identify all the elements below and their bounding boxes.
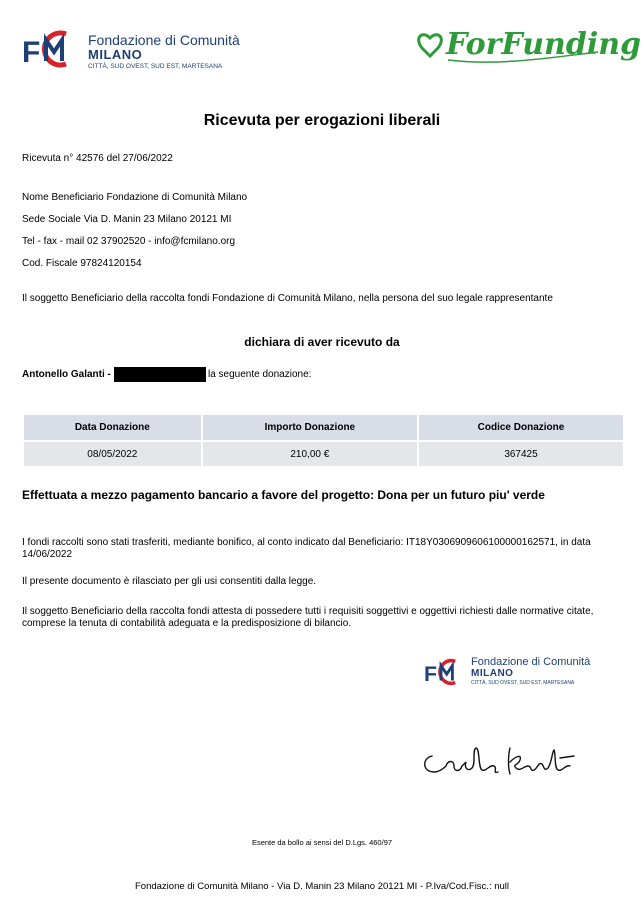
donation-table	[24, 415, 623, 466]
donor-line	[22, 369, 111, 380]
stamp-logo	[424, 654, 624, 694]
cell-data-donazione: 08/05/2022	[24, 441, 202, 466]
donor-name: Antonello Galanti -	[22, 369, 111, 380]
beneficiary-contacts: Tel - fax - mail 02 37902520 - info@fcmilano.org	[22, 236, 236, 247]
stamp-logo-line3: CITTÀ, SUD OVEST, SUD EST, MARTESANA	[471, 680, 575, 686]
declares-heading: dichiara di aver ricevuto da	[244, 335, 400, 349]
fcm-logo-line2: MILANO	[88, 47, 143, 62]
header-importo-donazione: Importo Donazione	[202, 415, 418, 441]
stamp-logo-mark	[424, 654, 468, 690]
fcm-logo	[22, 26, 262, 76]
beneficiary-address: Sede Sociale Via D. Manin 23 Milano 20121 MI	[22, 214, 232, 225]
header-data-donazione: Data Donazione	[24, 415, 202, 441]
svg-text:F: F	[424, 662, 437, 687]
svg-text:F: F	[22, 36, 41, 69]
receipt-number: Ricevuta n° 42576 del 27/06/2022	[22, 153, 173, 164]
fcm-logo-line1: Fondazione di Comunità	[88, 32, 240, 48]
cell-importo-donazione: 210,00 €	[202, 441, 418, 466]
forfunding-logo	[408, 14, 642, 84]
fcm-logo-line3: CITTÀ, SUD OVEST, SUD EST, MARTESANA	[88, 63, 223, 70]
stamp-logo-line2: MILANO	[471, 668, 514, 679]
redaction-bar	[114, 367, 206, 382]
project-line: Effettuata a mezzo pagamento bancario a favore del progetto: Dona per un futuro piu' verde	[22, 488, 545, 502]
beneficiary-statement: Il soggetto Beneficiario della raccolta fondi Fondazione di Comunità Milano, nella persona del suo legale rappresentante	[22, 293, 553, 304]
table-row	[24, 441, 623, 466]
header-codice-donazione: Codice Donazione	[418, 415, 623, 441]
beneficiary-name: Nome Beneficiario Fondazione di Comunità Milano	[22, 192, 248, 203]
transfer-paragraph: I fondi raccolti sono stati trasferiti, mediante bonifico, al conto indicato dal Beneficiario: IT18Y0306909606100000162571, in data 14/06/2022	[22, 537, 591, 560]
issued-paragraph: Il presente documento è rilasciato per gli usi consentiti dalla legge.	[22, 576, 317, 587]
donor-suffix: la seguente donazione:	[208, 369, 312, 380]
forfunding-logo-text: ForFunding	[446, 27, 642, 62]
page-title: Ricevuta per erogazioni liberali	[203, 112, 441, 129]
fcm-logo-mark	[22, 26, 84, 72]
stamp-logo-line1: Fondazione di Comunità	[471, 656, 591, 668]
exempt-note: Esente da bollo ai sensi del D.Lgs. 460/97	[251, 838, 393, 847]
signature	[420, 738, 590, 783]
cell-codice-donazione: 367425	[418, 441, 623, 466]
beneficiary-tax-code: Cod. Fiscale 97824120154	[22, 258, 142, 269]
attests-paragraph: Il soggetto Beneficiario della raccolta fondi attesta di possedere tutti i requisiti soggettivi e oggettivi richiesti dalle normative citate, comprese la tenuta di contabilità adeguata e la predisposizione di bilancio.	[22, 606, 594, 629]
table-header-row	[24, 415, 623, 441]
heart-icon	[419, 35, 442, 56]
page-footer: Fondazione di Comunità Milano - Via D. Manin 23 Milano 20121 MI - P.Iva/Cod.Fisc.: null	[134, 881, 510, 892]
